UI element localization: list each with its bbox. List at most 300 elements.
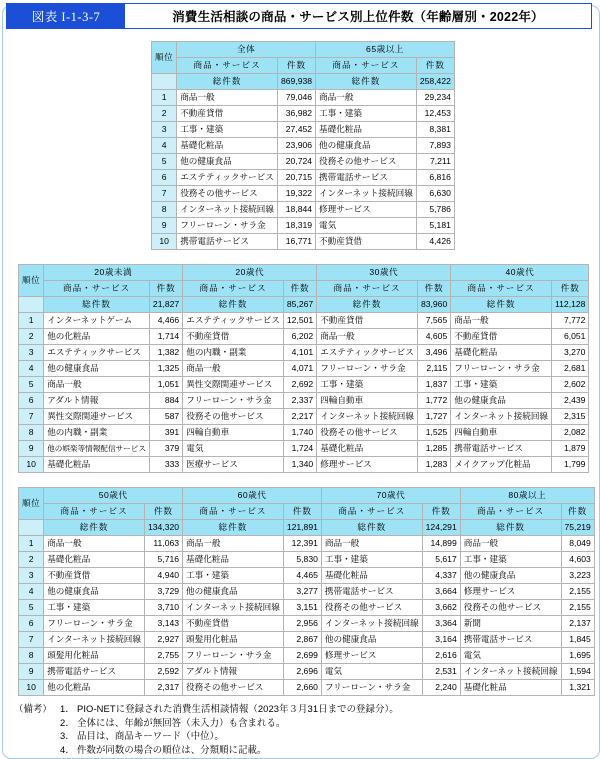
item-cell: 不動産貸借 bbox=[317, 313, 418, 329]
item-cell: 商品一般 bbox=[183, 536, 284, 552]
total-value-2: 83,960 bbox=[417, 297, 450, 313]
rank-cell: 7 bbox=[19, 409, 44, 425]
item-cell: インターネット接続回線 bbox=[451, 409, 552, 425]
count-cell: 5,830 bbox=[283, 552, 321, 568]
count-cell: 27,452 bbox=[277, 122, 315, 138]
count-cell: 2,115 bbox=[417, 361, 450, 377]
group-header-1: 65歳以上 bbox=[316, 42, 455, 58]
item-cell: 商品一般 bbox=[44, 377, 150, 393]
item-cell: 他の内職・副業 bbox=[44, 425, 150, 441]
count-cell: 1,051 bbox=[149, 377, 182, 393]
item-cell: 修理サービス bbox=[316, 202, 417, 218]
figure-number: 図表 I-1-3-7 bbox=[31, 10, 101, 24]
item-cell: 異性交際関連サービス bbox=[183, 377, 284, 393]
table-row bbox=[19, 377, 589, 393]
col-header-item-1: 商品・サービス bbox=[316, 58, 417, 74]
count-cell: 2,315 bbox=[552, 409, 589, 425]
item-cell: 他の健康食品 bbox=[460, 568, 561, 584]
total-value-0: 869,938 bbox=[277, 74, 315, 90]
item-cell: 工事・建築 bbox=[321, 552, 422, 568]
count-cell: 333 bbox=[149, 457, 182, 473]
item-cell: 他の健康食品 bbox=[183, 584, 284, 600]
item-cell: インターネット接続回線 bbox=[321, 616, 422, 632]
group-header-1: 20歳代 bbox=[183, 265, 317, 281]
total-row-rank-blank bbox=[19, 520, 44, 536]
footnote-text: 件数が同数の場合の順位は、分類順に記載。 bbox=[77, 743, 267, 755]
item-cell: 商品一般 bbox=[316, 90, 417, 106]
table-row bbox=[19, 425, 589, 441]
count-cell: 1,727 bbox=[417, 409, 450, 425]
item-cell: 携帯電話サービス bbox=[177, 234, 278, 250]
total-value-2: 124,291 bbox=[422, 520, 460, 536]
count-cell: 6,630 bbox=[416, 186, 454, 202]
count-cell: 2,696 bbox=[283, 664, 321, 680]
rank-cell: 4 bbox=[152, 138, 177, 154]
table-row bbox=[152, 170, 455, 186]
count-cell: 3,496 bbox=[417, 345, 450, 361]
count-cell: 1,594 bbox=[561, 664, 594, 680]
page-title: 消費生活相談の商品・サービス別上位件数（年齢層別・2022年） bbox=[125, 4, 591, 28]
table-row bbox=[19, 632, 595, 648]
rank-cell: 9 bbox=[19, 441, 44, 457]
count-cell: 79,046 bbox=[277, 90, 315, 106]
count-cell: 2,867 bbox=[283, 632, 321, 648]
col-header-item-0: 商品・サービス bbox=[177, 58, 278, 74]
count-cell: 2,137 bbox=[561, 616, 594, 632]
item-cell: 基礎化粧品 bbox=[44, 457, 150, 473]
total-row bbox=[19, 520, 595, 536]
count-cell: 12,501 bbox=[283, 313, 316, 329]
item-cell: フリーローン・サラ金 bbox=[183, 648, 284, 664]
table-overall bbox=[151, 41, 455, 250]
count-cell: 2,439 bbox=[552, 393, 589, 409]
group-header-2: 70歳代 bbox=[321, 488, 460, 504]
item-cell: フリーローン・サラ金 bbox=[177, 218, 278, 234]
item-cell: 他の健康食品 bbox=[451, 393, 552, 409]
count-cell: 3,729 bbox=[144, 584, 182, 600]
col-header-count-3: 件数 bbox=[561, 504, 594, 520]
table-row bbox=[19, 313, 589, 329]
item-cell: 電気 bbox=[316, 218, 417, 234]
count-cell: 4,101 bbox=[283, 345, 316, 361]
item-cell: 他の化粧品 bbox=[44, 329, 150, 345]
count-cell: 3,662 bbox=[422, 600, 460, 616]
count-cell: 12,453 bbox=[416, 106, 454, 122]
table-row bbox=[19, 664, 595, 680]
count-cell: 4,071 bbox=[283, 361, 316, 377]
footnotes bbox=[14, 702, 600, 756]
item-cell: 頭髪用化粧品 bbox=[44, 648, 145, 664]
table-row bbox=[19, 409, 589, 425]
item-cell: 工事・建築 bbox=[183, 568, 284, 584]
count-cell: 3,164 bbox=[422, 632, 460, 648]
rank-cell: 3 bbox=[152, 122, 177, 138]
count-cell: 4,605 bbox=[417, 329, 450, 345]
col-header-count-2: 件数 bbox=[422, 504, 460, 520]
table-young bbox=[18, 264, 589, 473]
item-cell: 他の内職・副業 bbox=[183, 345, 284, 361]
table-row bbox=[19, 441, 589, 457]
total-value-0: 21,827 bbox=[149, 297, 182, 313]
table-row bbox=[19, 552, 595, 568]
col-header-count-1: 件数 bbox=[416, 58, 454, 74]
table-row bbox=[152, 154, 455, 170]
table-row bbox=[19, 616, 595, 632]
count-cell: 2,602 bbox=[552, 377, 589, 393]
count-cell: 36,982 bbox=[277, 106, 315, 122]
footnote-number: 2． bbox=[60, 716, 75, 728]
item-cell: 役務その他サービス bbox=[460, 600, 561, 616]
item-cell: インターネット接続回線 bbox=[44, 632, 145, 648]
total-label-0: 総件数 bbox=[44, 297, 150, 313]
item-cell: 電気 bbox=[321, 664, 422, 680]
count-cell: 3,223 bbox=[561, 568, 594, 584]
item-cell: 基礎化粧品 bbox=[317, 441, 418, 457]
table-row bbox=[19, 584, 595, 600]
rank-cell: 2 bbox=[19, 552, 44, 568]
count-cell: 379 bbox=[149, 441, 182, 457]
group-header-1: 60歳代 bbox=[183, 488, 322, 504]
count-cell: 19,322 bbox=[277, 186, 315, 202]
col-header-item-3: 商品・サービス bbox=[451, 281, 552, 297]
count-cell: 20,724 bbox=[277, 154, 315, 170]
count-cell: 3,277 bbox=[283, 584, 321, 600]
table-row bbox=[19, 361, 589, 377]
item-cell: 基礎化粧品 bbox=[460, 680, 561, 696]
total-value-1: 121,891 bbox=[283, 520, 321, 536]
rank-cell: 5 bbox=[19, 377, 44, 393]
rank-cell: 1 bbox=[19, 536, 44, 552]
item-cell: インターネット接続回線 bbox=[460, 664, 561, 680]
count-cell: 14,899 bbox=[422, 536, 460, 552]
item-cell: 他の健康食品 bbox=[321, 632, 422, 648]
rank-cell: 9 bbox=[19, 664, 44, 680]
count-cell: 3,151 bbox=[283, 600, 321, 616]
footnote-number: 4． bbox=[60, 743, 75, 755]
item-cell: 不動産貸借 bbox=[451, 329, 552, 345]
item-cell: 修理サービス bbox=[460, 584, 561, 600]
item-cell: インターネット接続回線 bbox=[183, 600, 284, 616]
rank-cell: 10 bbox=[19, 680, 44, 696]
count-cell: 8,049 bbox=[561, 536, 594, 552]
footnote-item bbox=[60, 729, 399, 743]
count-cell: 2,082 bbox=[552, 425, 589, 441]
item-cell: 商品一般 bbox=[451, 313, 552, 329]
item-cell: 基礎化粧品 bbox=[316, 122, 417, 138]
count-cell: 2,337 bbox=[283, 393, 316, 409]
item-cell: 工事・建築 bbox=[460, 552, 561, 568]
item-cell: インターネットゲーム bbox=[44, 313, 150, 329]
total-label-1: 総件数 bbox=[183, 297, 284, 313]
count-cell: 884 bbox=[149, 393, 182, 409]
count-cell: 3,270 bbox=[552, 345, 589, 361]
total-label-3: 総件数 bbox=[451, 297, 552, 313]
count-cell: 6,816 bbox=[416, 170, 454, 186]
col-header-rank: 順位 bbox=[19, 488, 44, 520]
item-cell: 携帯電話サービス bbox=[316, 170, 417, 186]
item-cell: エステティックサービス bbox=[44, 345, 150, 361]
col-header-count-0: 件数 bbox=[144, 504, 182, 520]
item-cell: 商品一般 bbox=[44, 536, 145, 552]
total-row bbox=[19, 297, 589, 313]
col-header-item-0: 商品・サービス bbox=[44, 504, 145, 520]
count-cell: 5,617 bbox=[422, 552, 460, 568]
total-label-1: 総件数 bbox=[183, 520, 284, 536]
count-cell: 1,283 bbox=[417, 457, 450, 473]
item-cell: 工事・建築 bbox=[177, 122, 278, 138]
count-cell: 1,321 bbox=[561, 680, 594, 696]
table-header-group-row bbox=[19, 265, 589, 281]
col-header-rank: 順位 bbox=[19, 265, 44, 297]
rank-cell: 5 bbox=[152, 154, 177, 170]
total-label-0: 総件数 bbox=[44, 520, 145, 536]
item-cell: フリーローン・サラ金 bbox=[321, 680, 422, 696]
count-cell: 1,695 bbox=[561, 648, 594, 664]
footnote-number: 1． bbox=[60, 703, 75, 714]
count-cell: 16,771 bbox=[277, 234, 315, 250]
table-row bbox=[19, 568, 595, 584]
item-cell: フリーローン・サラ金 bbox=[183, 393, 284, 409]
count-cell: 5,716 bbox=[144, 552, 182, 568]
item-cell: 工事・建築 bbox=[317, 377, 418, 393]
item-cell: 電気 bbox=[183, 441, 284, 457]
group-header-0: 全体 bbox=[177, 42, 316, 58]
count-cell: 1,845 bbox=[561, 632, 594, 648]
count-cell: 6,051 bbox=[552, 329, 589, 345]
count-cell: 2,217 bbox=[283, 409, 316, 425]
item-cell: 四輪自動車 bbox=[317, 393, 418, 409]
item-cell: 基礎化粧品 bbox=[177, 138, 278, 154]
item-cell: エステティックサービス bbox=[317, 345, 418, 361]
rank-cell: 3 bbox=[19, 345, 44, 361]
rank-cell: 6 bbox=[19, 393, 44, 409]
item-cell: 商品一般 bbox=[321, 536, 422, 552]
count-cell: 2,755 bbox=[144, 648, 182, 664]
count-cell: 2,692 bbox=[283, 377, 316, 393]
item-cell: 他の健康食品 bbox=[316, 138, 417, 154]
count-cell: 3,143 bbox=[144, 616, 182, 632]
item-cell: 他の健康食品 bbox=[44, 361, 150, 377]
item-cell: 不動産貸借 bbox=[183, 329, 284, 345]
count-cell: 1,325 bbox=[149, 361, 182, 377]
total-row-rank-blank bbox=[152, 74, 177, 90]
rank-cell: 5 bbox=[19, 600, 44, 616]
col-header-count-1: 件数 bbox=[283, 504, 321, 520]
item-cell: フリーローン・サラ金 bbox=[44, 616, 145, 632]
rank-cell: 8 bbox=[152, 202, 177, 218]
count-cell: 1,740 bbox=[283, 425, 316, 441]
count-cell: 3,364 bbox=[422, 616, 460, 632]
table-senior bbox=[18, 487, 595, 696]
item-cell: 修理サービス bbox=[317, 457, 418, 473]
count-cell: 1,714 bbox=[149, 329, 182, 345]
item-cell: 役務その他サービス bbox=[321, 600, 422, 616]
table-header-sub-row bbox=[19, 281, 589, 297]
table-row bbox=[152, 186, 455, 202]
count-cell: 29,234 bbox=[416, 90, 454, 106]
count-cell: 5,181 bbox=[416, 218, 454, 234]
item-cell: メイクアップ化粧品 bbox=[451, 457, 552, 473]
group-header-3: 40歳代 bbox=[451, 265, 589, 281]
count-cell: 1,799 bbox=[552, 457, 589, 473]
item-cell: 他の娯楽等情報配信サービス bbox=[44, 441, 150, 457]
col-header-item-3: 商品・サービス bbox=[460, 504, 561, 520]
rank-cell: 10 bbox=[152, 234, 177, 250]
table-row bbox=[19, 680, 595, 696]
item-cell: 基礎化粧品 bbox=[44, 552, 145, 568]
footnote-text: 全体には、年齢が無回答（未入力）も含まれる。 bbox=[77, 716, 286, 728]
count-cell: 3,664 bbox=[422, 584, 460, 600]
total-label-2: 総件数 bbox=[317, 297, 418, 313]
item-cell: 他の健康食品 bbox=[44, 584, 145, 600]
table-header-group-row bbox=[19, 488, 595, 504]
table-senior-wrap bbox=[18, 487, 591, 696]
item-cell: 不動産貸借 bbox=[177, 106, 278, 122]
rank-cell: 3 bbox=[19, 568, 44, 584]
col-header-count-1: 件数 bbox=[283, 281, 316, 297]
footnote-text: PIO-NETに登録された消費生活相談情報（2023年３月31日までの登録分）。 bbox=[77, 703, 399, 714]
footnote-item bbox=[60, 702, 399, 716]
count-cell: 4,940 bbox=[144, 568, 182, 584]
rank-cell: 9 bbox=[152, 218, 177, 234]
total-value-1: 258,422 bbox=[416, 74, 454, 90]
item-cell: エステティックサービス bbox=[177, 170, 278, 186]
col-header-count-3: 件数 bbox=[552, 281, 589, 297]
item-cell: 四輪自動車 bbox=[183, 425, 284, 441]
footnotes-label: （備考） bbox=[14, 703, 52, 714]
figure-header bbox=[6, 3, 592, 29]
table-row bbox=[19, 648, 595, 664]
rank-cell: 6 bbox=[152, 170, 177, 186]
table-row bbox=[152, 218, 455, 234]
count-cell: 1,724 bbox=[283, 441, 316, 457]
count-cell: 18,319 bbox=[277, 218, 315, 234]
table-row bbox=[152, 202, 455, 218]
count-cell: 8,381 bbox=[416, 122, 454, 138]
col-header-count-0: 件数 bbox=[149, 281, 182, 297]
total-label-1: 総件数 bbox=[316, 74, 417, 90]
group-header-3: 80歳以上 bbox=[460, 488, 594, 504]
table-row bbox=[19, 345, 589, 361]
count-cell: 391 bbox=[149, 425, 182, 441]
table-row bbox=[19, 536, 595, 552]
item-cell: 他の健康食品 bbox=[177, 154, 278, 170]
table-row bbox=[152, 122, 455, 138]
count-cell: 4,466 bbox=[149, 313, 182, 329]
group-header-0: 50歳代 bbox=[44, 488, 183, 504]
count-cell: 3,710 bbox=[144, 600, 182, 616]
count-cell: 7,211 bbox=[416, 154, 454, 170]
table-row bbox=[152, 138, 455, 154]
table-row bbox=[152, 234, 455, 250]
item-cell: 役務その他サービス bbox=[177, 186, 278, 202]
item-cell: フリーローン・サラ金 bbox=[317, 361, 418, 377]
rank-cell: 6 bbox=[19, 616, 44, 632]
count-cell: 1,525 bbox=[417, 425, 450, 441]
group-header-2: 30歳代 bbox=[317, 265, 451, 281]
item-cell: 四輪自動車 bbox=[451, 425, 552, 441]
table-header-sub-row bbox=[152, 58, 455, 74]
item-cell: 頭髪用化粧品 bbox=[183, 632, 284, 648]
total-row bbox=[152, 74, 455, 90]
item-cell: 役務その他サービス bbox=[316, 154, 417, 170]
count-cell: 5,786 bbox=[416, 202, 454, 218]
count-cell: 4,465 bbox=[283, 568, 321, 584]
item-cell: 商品一般 bbox=[460, 536, 561, 552]
count-cell: 1,340 bbox=[283, 457, 316, 473]
count-cell: 6,202 bbox=[283, 329, 316, 345]
table-row bbox=[19, 457, 589, 473]
item-cell: 工事・建築 bbox=[451, 377, 552, 393]
item-cell: 携帯電話サービス bbox=[451, 441, 552, 457]
item-cell: 修理サービス bbox=[321, 648, 422, 664]
col-header-item-2: 商品・サービス bbox=[321, 504, 422, 520]
item-cell: インターネット接続回線 bbox=[177, 202, 278, 218]
col-header-item-1: 商品・サービス bbox=[183, 504, 284, 520]
item-cell: 商品一般 bbox=[183, 361, 284, 377]
footnote-number: 3． bbox=[60, 730, 75, 741]
item-cell: 電気 bbox=[460, 648, 561, 664]
count-cell: 4,603 bbox=[561, 552, 594, 568]
item-cell: 新聞 bbox=[460, 616, 561, 632]
count-cell: 2,616 bbox=[422, 648, 460, 664]
item-cell: 商品一般 bbox=[177, 90, 278, 106]
rank-cell: 8 bbox=[19, 648, 44, 664]
item-cell: 基礎化粧品 bbox=[321, 568, 422, 584]
table-header-sub-row bbox=[19, 504, 595, 520]
count-cell: 2,155 bbox=[561, 584, 594, 600]
item-cell: 基礎化粧品 bbox=[451, 345, 552, 361]
item-cell: 工事・建築 bbox=[44, 600, 145, 616]
spacer-mid-2 bbox=[0, 473, 600, 487]
rank-cell: 7 bbox=[152, 186, 177, 202]
item-cell: インターネット接続回線 bbox=[316, 186, 417, 202]
count-cell: 2,592 bbox=[144, 664, 182, 680]
group-header-0: 20歳未満 bbox=[44, 265, 183, 281]
item-cell: 役務その他サービス bbox=[183, 409, 284, 425]
item-cell: 不動産貸借 bbox=[44, 568, 145, 584]
col-header-item-2: 商品・サービス bbox=[317, 281, 418, 297]
footnote-item bbox=[60, 716, 399, 730]
item-cell: 不動産貸借 bbox=[316, 234, 417, 250]
rank-cell: 1 bbox=[19, 313, 44, 329]
total-label-0: 総件数 bbox=[177, 74, 278, 90]
spacer-top bbox=[0, 29, 600, 41]
total-label-2: 総件数 bbox=[321, 520, 422, 536]
count-cell: 1,837 bbox=[417, 377, 450, 393]
item-cell: インターネット接続回線 bbox=[317, 409, 418, 425]
total-value-3: 75,219 bbox=[561, 520, 594, 536]
count-cell: 1,285 bbox=[417, 441, 450, 457]
count-cell: 2,956 bbox=[283, 616, 321, 632]
count-cell: 587 bbox=[149, 409, 182, 425]
rank-cell: 1 bbox=[152, 90, 177, 106]
rank-cell: 2 bbox=[19, 329, 44, 345]
item-cell: アダルト情報 bbox=[183, 664, 284, 680]
item-cell: 異性交際関連サービス bbox=[44, 409, 150, 425]
figure-page bbox=[0, 3, 600, 759]
table-row bbox=[152, 106, 455, 122]
item-cell: 役務その他サービス bbox=[183, 680, 284, 696]
count-cell: 2,317 bbox=[144, 680, 182, 696]
table-overall-wrap bbox=[151, 41, 449, 250]
count-cell: 2,927 bbox=[144, 632, 182, 648]
count-cell: 7,565 bbox=[417, 313, 450, 329]
col-header-item-1: 商品・サービス bbox=[183, 281, 284, 297]
col-header-count-0: 件数 bbox=[277, 58, 315, 74]
count-cell: 12,391 bbox=[283, 536, 321, 552]
table-young-wrap bbox=[18, 264, 586, 473]
